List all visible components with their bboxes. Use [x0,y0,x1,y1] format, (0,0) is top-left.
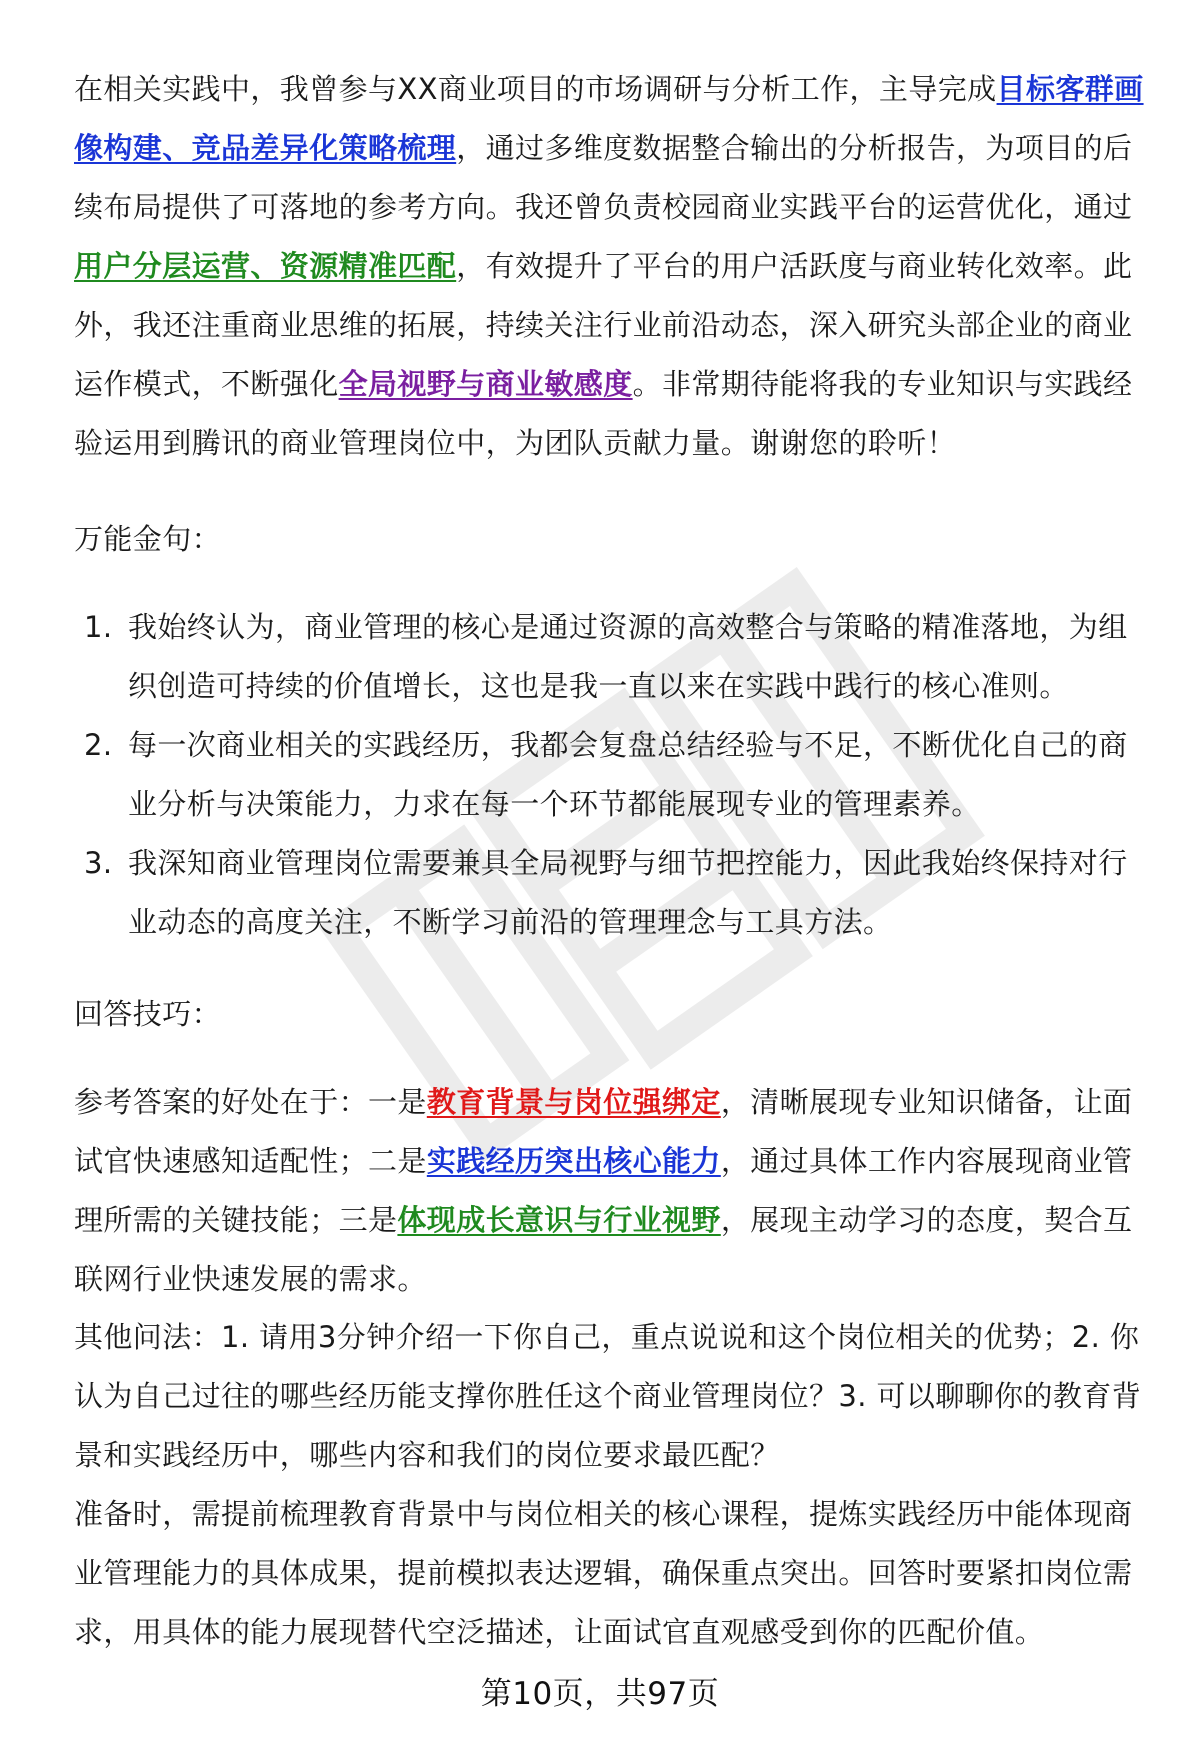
tips-heading: 回答技巧： [74,997,222,1031]
list-item-text: 每一次商业相关的实践经历，我都会复盘总结经验与不足，不断优化自己的商业分析与决策能力，力求在每一个环节都能展现专业的管理素养。 [128,728,1128,821]
list-item-text: 我始终认为，商业管理的核心是通过资源的高效整合与策略的精准落地，为组织创造可持续的价值增长，这也是我一直以来在实践中践行的核心准则。 [128,610,1128,703]
list-number: 3. [84,846,113,880]
list-item-text: 我深知商业管理岗位需要兼具全局视野与细节把控能力，因此我始终保持对行业动态的高度关注，不断学习前沿的管理理念与工具方法。 [128,846,1128,939]
highlight-user-operation: 用户分层运营、资源精准匹配 [74,249,457,283]
golden-heading: 万能金句： [74,522,222,556]
list-item [74,834,1154,952]
intro-text-1: 在相关实践中，我曾参与XX商业项目的市场调研与分析工作，主导完成 [74,72,997,106]
list-item [74,716,1154,834]
highlight-target-customer: 目标客群画像构建、竞品差异化策略梳理 [74,72,1144,165]
other-questions-paragraph: 其他问法：1. 请用3分钟介绍一下你自己，重点说说和这个岗位相关的优势；2. 你认为自己过往的哪些经历能支撑你胜任这个商业管理岗位？3. 可以聊聊你的教育背景和实践经历中，哪些内容和我们的岗位要求最匹配？ [74,1320,1142,1472]
list-item [74,598,1154,716]
highlight-core-ability: 实践经历突出核心能力 [426,1144,721,1178]
tips-text-2: ，清晰展现专业知识储备，让面试官快速感知适配性；二是 [74,1085,1133,1178]
preparation-paragraph: 准备时，需提前梳理教育背景中与岗位相关的核心课程，提炼实践经历中能体现商业管理能力的具体成果，提前模拟表达逻辑，确保重点突出。回答时要紧扣岗位需求，用具体的能力展现替代空泛描述，让面试官直观感受到你的匹配价值。 [74,1497,1133,1649]
intro-text-2: ，通过多维度数据整合输出的分析报告，为项目的后续布局提供了可落地的参考方向。我还曾负责校园商业实践平台的运营优化，通过 [74,131,1133,224]
intro-text-3: ，有效提升了平台的用户活跃度与商业转化效率。此外，我还注重商业思维的拓展，持续关注行业前沿动态，深入研究头部企业的商业运作模式，不断强化 [74,249,1133,401]
highlight-growth-vision: 体现成长意识与行业视野 [397,1203,721,1237]
intro-text-4: 。非常期待能将我的专业知识与实践经验运用到腾讯的商业管理岗位中，为团队贡献力量。谢谢您的聆听！ [74,367,1133,460]
list-number: 2. [84,728,113,762]
golden-list [74,598,1154,952]
tips-paragraph [74,1073,1154,1309]
tips-text-4: ，展现主动学习的态度，契合互联网行业快速发展的需求。 [74,1203,1133,1296]
highlight-education-binding: 教育背景与岗位强绑定 [426,1085,721,1119]
tips-text-1: 参考答案的好处在于：一是 [74,1085,427,1119]
intro-paragraph [74,60,1154,473]
tips-text-3: ，通过具体工作内容展现商业管理所需的关键技能；三是 [74,1144,1133,1237]
highlight-global-vision: 全局视野与商业敏感度 [338,367,633,401]
list-number: 1. [84,610,113,644]
page-number-footer: 第10页，共97页 [480,1676,720,1712]
